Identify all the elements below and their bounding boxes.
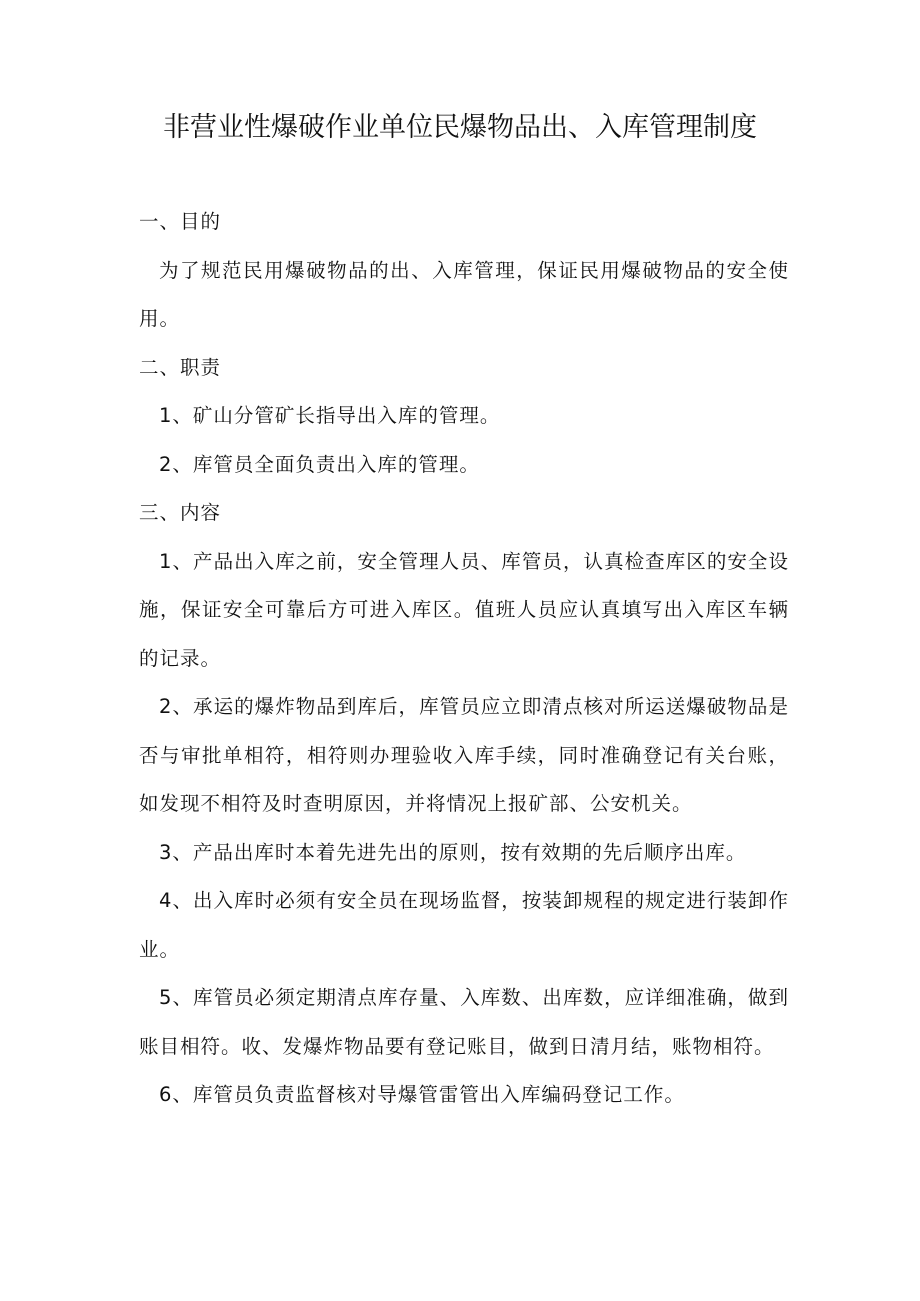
content-item-4: 4、出入库时必须有安全员在现场监督，按装卸规程的规定进行装卸作业。: [139, 889, 789, 961]
document-title: 非营业性爆破作业单位民爆物品出、入库管理制度: [163, 112, 757, 143]
content-item-3: 3、产品出库时本着先进先出的原则，按有效期的先后顺序出库。: [159, 840, 747, 864]
document-body: [139, 198, 789, 1120]
section-heading-responsibilities: 二、职责: [139, 355, 222, 379]
content-item-2: 2、承运的爆炸物品到库后，库管员应立即清点核对所运送爆破物品是否与审批单相符，相符则办理验收入库手续，同时准确登记有关台账，如发现不相符及时查明原因，并将情况上报矿部、公安机关。: [139, 695, 789, 815]
responsibility-item-1: 1、矿山分管矿长指导出入库的管理。: [159, 404, 501, 427]
purpose-paragraph: 为了规范民用爆破物品的出、入库管理，保证民用爆破物品的安全使用。: [139, 258, 789, 330]
section-heading-purpose: 一、目的: [139, 210, 222, 233]
responsibility-item-2: 2、库管员全面负责出入库的管理。: [159, 452, 480, 476]
content-item-1: 1、产品出入库之前，安全管理人员、库管员，认真检查库区的安全设施，保证安全可靠后方可进入库区。值班人员应认真填写出入库区车辆的记录。: [139, 549, 789, 670]
section-heading-content: 三、内容: [139, 501, 222, 524]
content-item-5: 5、库管员必须定期清点库存量、入库数、出库数，应详细准确，做到账目相符。收、发爆炸物品要有登记账目，做到日清月结，账物相符。: [139, 986, 789, 1058]
content-item-6: 6、库管员负责监督核对导爆管雷管出入库编码登记工作。: [159, 1083, 685, 1106]
